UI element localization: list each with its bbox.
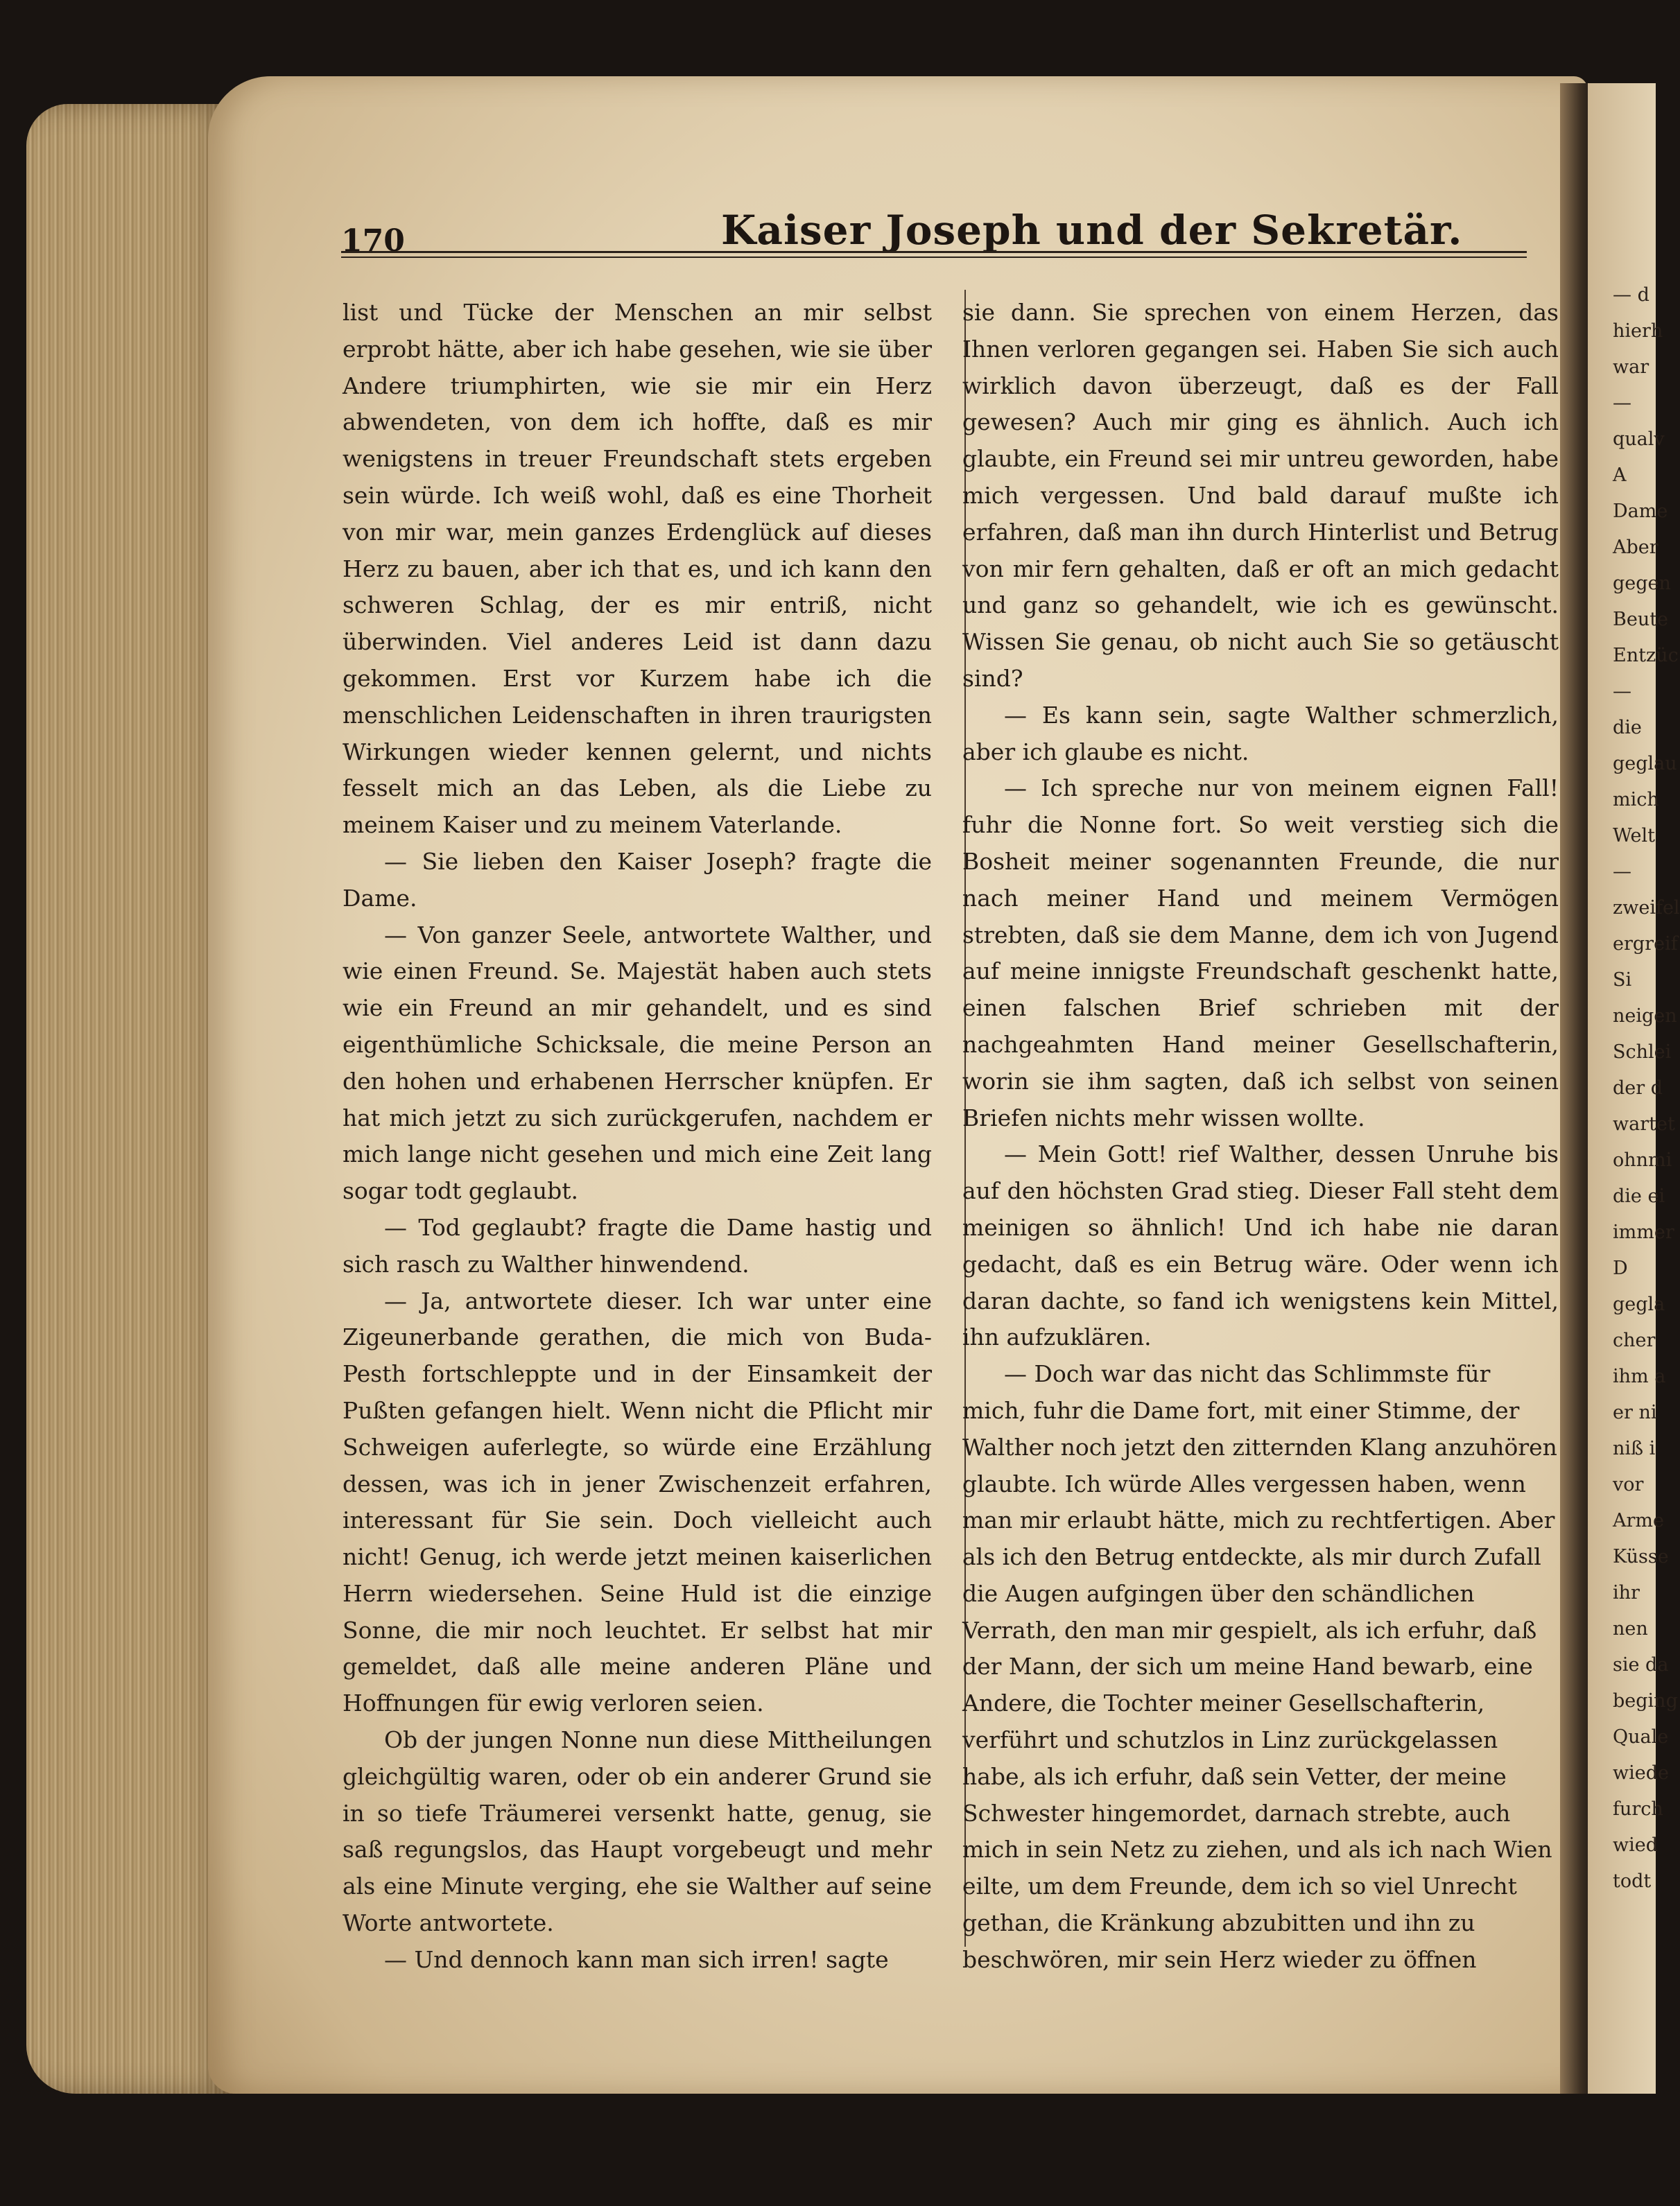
next-page-fragment: Arme [1613,1510,1664,1531]
next-page-fragment: gegen [1613,573,1671,594]
paragraph: Ob der jungen Nonne nun diese Mittheilungen gleichgültig waren, oder ob ein anderer Grund sie in so tiefe Träumerei versenkt hatte, genug, sie saß regungslos, das Haupt vorgebeugt und mehr als eine Minute verging, ehe sie Walther auf seine Worte antwortete. [343,1726,932,1937]
paragraph: sie dann. Sie sprechen von einem Herzen, das Ihnen verloren gegangen sei. Haben Sie sich auch wirklich davon überzeugt, daß es der Fall gewesen? Auch mir ging es ähnlich. Auch ich glaubte, ein Freund sei mir untreu geworden, habe mich vergessen. Und bald darauf mußte ich erfahren, daß man ihn durch Hinterlist und Betrug von mir fern gehalten, daß er oft an mich gedacht und ganz so gehandelt, wie ich es gewünscht. Wissen Sie genau, ob nicht auch Sie so getäuscht sind? [962,299,1559,692]
next-page-fragment: todt [1613,1870,1652,1892]
next-page-fragment: neigen [1613,1005,1677,1027]
running-head: Kaiser Joseph und der Sekretär. [721,207,1463,254]
next-page-fragment: gegla [1613,1294,1665,1315]
next-page-fragment: wied [1613,1834,1659,1856]
next-page-fragment: Si [1613,969,1632,991]
next-page-fragment: Beute [1613,609,1669,630]
paragraph: — Tod geglaubt? fragte die Dame hastig und sich rasch zu Walther hinwendend. [343,1213,932,1278]
next-page-fragment: mich [1613,789,1659,810]
next-page-fragment: — [1613,681,1631,702]
next-page-fragment: vor [1613,1474,1644,1495]
next-page-fragment: D [1613,1258,1628,1279]
next-page-fragment: niß i [1613,1438,1656,1459]
next-page-fragment: war [1613,356,1649,378]
next-page-fragment: ihm a [1613,1366,1666,1387]
next-page-fragment: cher [1613,1330,1656,1351]
right-column [962,295,1559,1979]
next-page-fragment: hierh [1613,320,1663,342]
next-page-fragment: Dame [1613,501,1668,522]
next-page-fragment: Aber [1613,537,1659,558]
page-number: 170 [341,223,405,259]
paragraph: — Von ganzer Seele, antwortete Walther, und wie einen Freund. Se. Majestät haben auch stets wie ein Freund an mir gehandelt, und es sind eigenthümliche Schicksale, die meine Person an den hohen und erhabenen Herrscher knüpfen. Er hat mich jetzt zu sich zurückgerufen, nachdem er mich lange nicht gesehen und mich eine Zeit lang sogar todt geglaubt. [343,921,932,1205]
header-rule [341,251,1527,258]
next-page-fragment: Entzüc [1613,645,1679,666]
paragraph: — Sie lieben den Kaiser Joseph? fragte die Dame. [343,847,932,912]
next-page-fragment: — d [1613,284,1649,306]
next-page-fragment: geglau [1613,753,1677,774]
next-page-fragment: sie da [1613,1654,1669,1676]
next-page-fragment: ergreif [1613,933,1678,955]
next-page-fragment: furch [1613,1798,1663,1820]
next-page-edge [1588,83,1680,2094]
next-page-fragment: wiede [1613,1762,1669,1784]
next-page-fragment: immer [1613,1222,1674,1243]
next-page-fragment: der d [1613,1077,1663,1099]
next-page-fragment: die [1613,717,1642,738]
next-page-fragment: er ni [1613,1402,1657,1423]
next-page-fragment: A [1613,464,1627,486]
next-page-fragment: die ei [1613,1185,1665,1207]
paragraph: — Ich spreche nur von meinem eignen Fall! fuhr die Nonne fort. So weit verstieg sich die Bosheit meiner sogenannten Freunde, die nur nach meiner Hand und meinem Vermögen strebten, daß sie dem Manne, dem ich von Jugend auf meine innigste Freundschaft geschenkt hatte, einen falschen Brief schrieben mit der nachgeahmten Hand meiner Gesellschafterin, worin sie ihm sagten, daß ich selbst von seinen Briefen nichts mehr wissen wollte. [962,774,1559,1131]
next-page-fragment: Welt [1613,825,1656,846]
next-page-fragment: — [1613,392,1631,414]
paragraph: — Es kann sein, sagte Walther schmerzlich, aber ich glaube es nicht. [962,701,1559,765]
next-page-fragment: Küsse [1613,1546,1669,1567]
next-page-fragment: Schlei [1613,1041,1672,1063]
paragraph: — Doch war das nicht das Schlimmste für mich, fuhr die Dame fort, mit einer Stimme, der Walther noch jetzt den zitternden Klang anzuhören glaubte. Ich würde Alles vergessen haben, wenn man mir erlaubt hätte, mich zu rechtfertigen. Aber als ich den Betrug entdeckte, als mir durch Zufall die Augen aufgingen über den schändlichen Verrath, den man mir gespielt, als ich erfuhr, daß der Mann, der sich um meine Hand bewarb, eine Andere, die Tochter meiner Gesellschafterin, verführt und schutzlos in Linz zurückgelassen habe, als ich erfuhr, daß sein Vetter, der meine Schwester hingemordet, darnach strebte, auch mich in sein Netz zu ziehen, und als ich nach Wien eilte, um dem Freunde, dem ich so viel Unrecht gethan, die Kränkung abzubitten und ihn zu beschwören, mir sein Herz wieder zu öffnen [962,1360,1557,1973]
next-page-fragment: qualv [1613,428,1665,450]
book-page-edges [26,104,234,2094]
paragraph: list und Tücke der Menschen an mir selbst erprobt hätte, aber ich habe gesehen, wie sie über Andere triumphirten, wie sie mir ein Herz abwendeten, von dem ich hoffte, daß es mir wenigstens in treuer Freundschaft stets ergeben sein würde. Ich weiß wohl, daß es eine Thorheit von mir war, mein ganzes Erdenglück auf dieses Herz zu bauen, aber ich that es, und ich kann den schweren Schlag, der es mir entriß, nicht überwinden. Viel anderes Leid ist dann dazu gekommen. Erst vor Kurzem habe ich die menschlichen Leidenschaften in ihren traurigsten Wirkungen wieder kennen gelernt, und nichts fesselt mich an das Leben, als die Liebe zu meinem Kaiser und zu meinem Vaterlande. [343,299,932,839]
paragraph: — Ja, antwortete dieser. Ich war unter eine Zigeunerbande gerathen, die mich von Buda-Pesth fortschleppte und in der Einsamkeit der Pußten gefangen hielt. Wenn nicht die Pflicht mir Schweigen auferlegte, so würde eine Erzählung dessen, was ich in jener Zwischenzeit erfahren, interessant für Sie sein. Doch vielleicht auch nicht! Genug, ich werde jetzt meinen kaiserlichen Herrn wiedersehen. Seine Huld ist die einzige Sonne, die mir noch leuchtet. Er selbst hat mir gemeldet, daß alle meine anderen Pläne und Hoffnungen für ewig verloren seien. [343,1287,932,1717]
paragraph: — Mein Gott! rief Walther, dessen Unruhe bis auf den höchsten Grad stieg. Dieser Fall steht dem meinigen so ähnlich! Und ich habe nie daran gedacht, daß es ein Betrug wäre. Oder wenn ich daran dachte, so fand ich wenigstens kein Mittel, ihn aufzuklären. [962,1140,1559,1351]
next-page-fragment: wartet [1613,1113,1675,1135]
next-page-fragment: beging [1613,1690,1678,1712]
next-page-fragment: nen [1613,1618,1648,1640]
paragraph: — Und dennoch kann man sich irren! sagte [384,1945,889,1973]
next-page-fragment: ohnmi [1613,1149,1672,1171]
next-page-fragment: ihr [1613,1582,1640,1604]
left-column [343,295,932,1979]
next-page-fragment: — [1613,861,1631,883]
next-page-fragment: Quale [1613,1726,1669,1748]
next-page-fragment: zweifel [1613,897,1680,919]
